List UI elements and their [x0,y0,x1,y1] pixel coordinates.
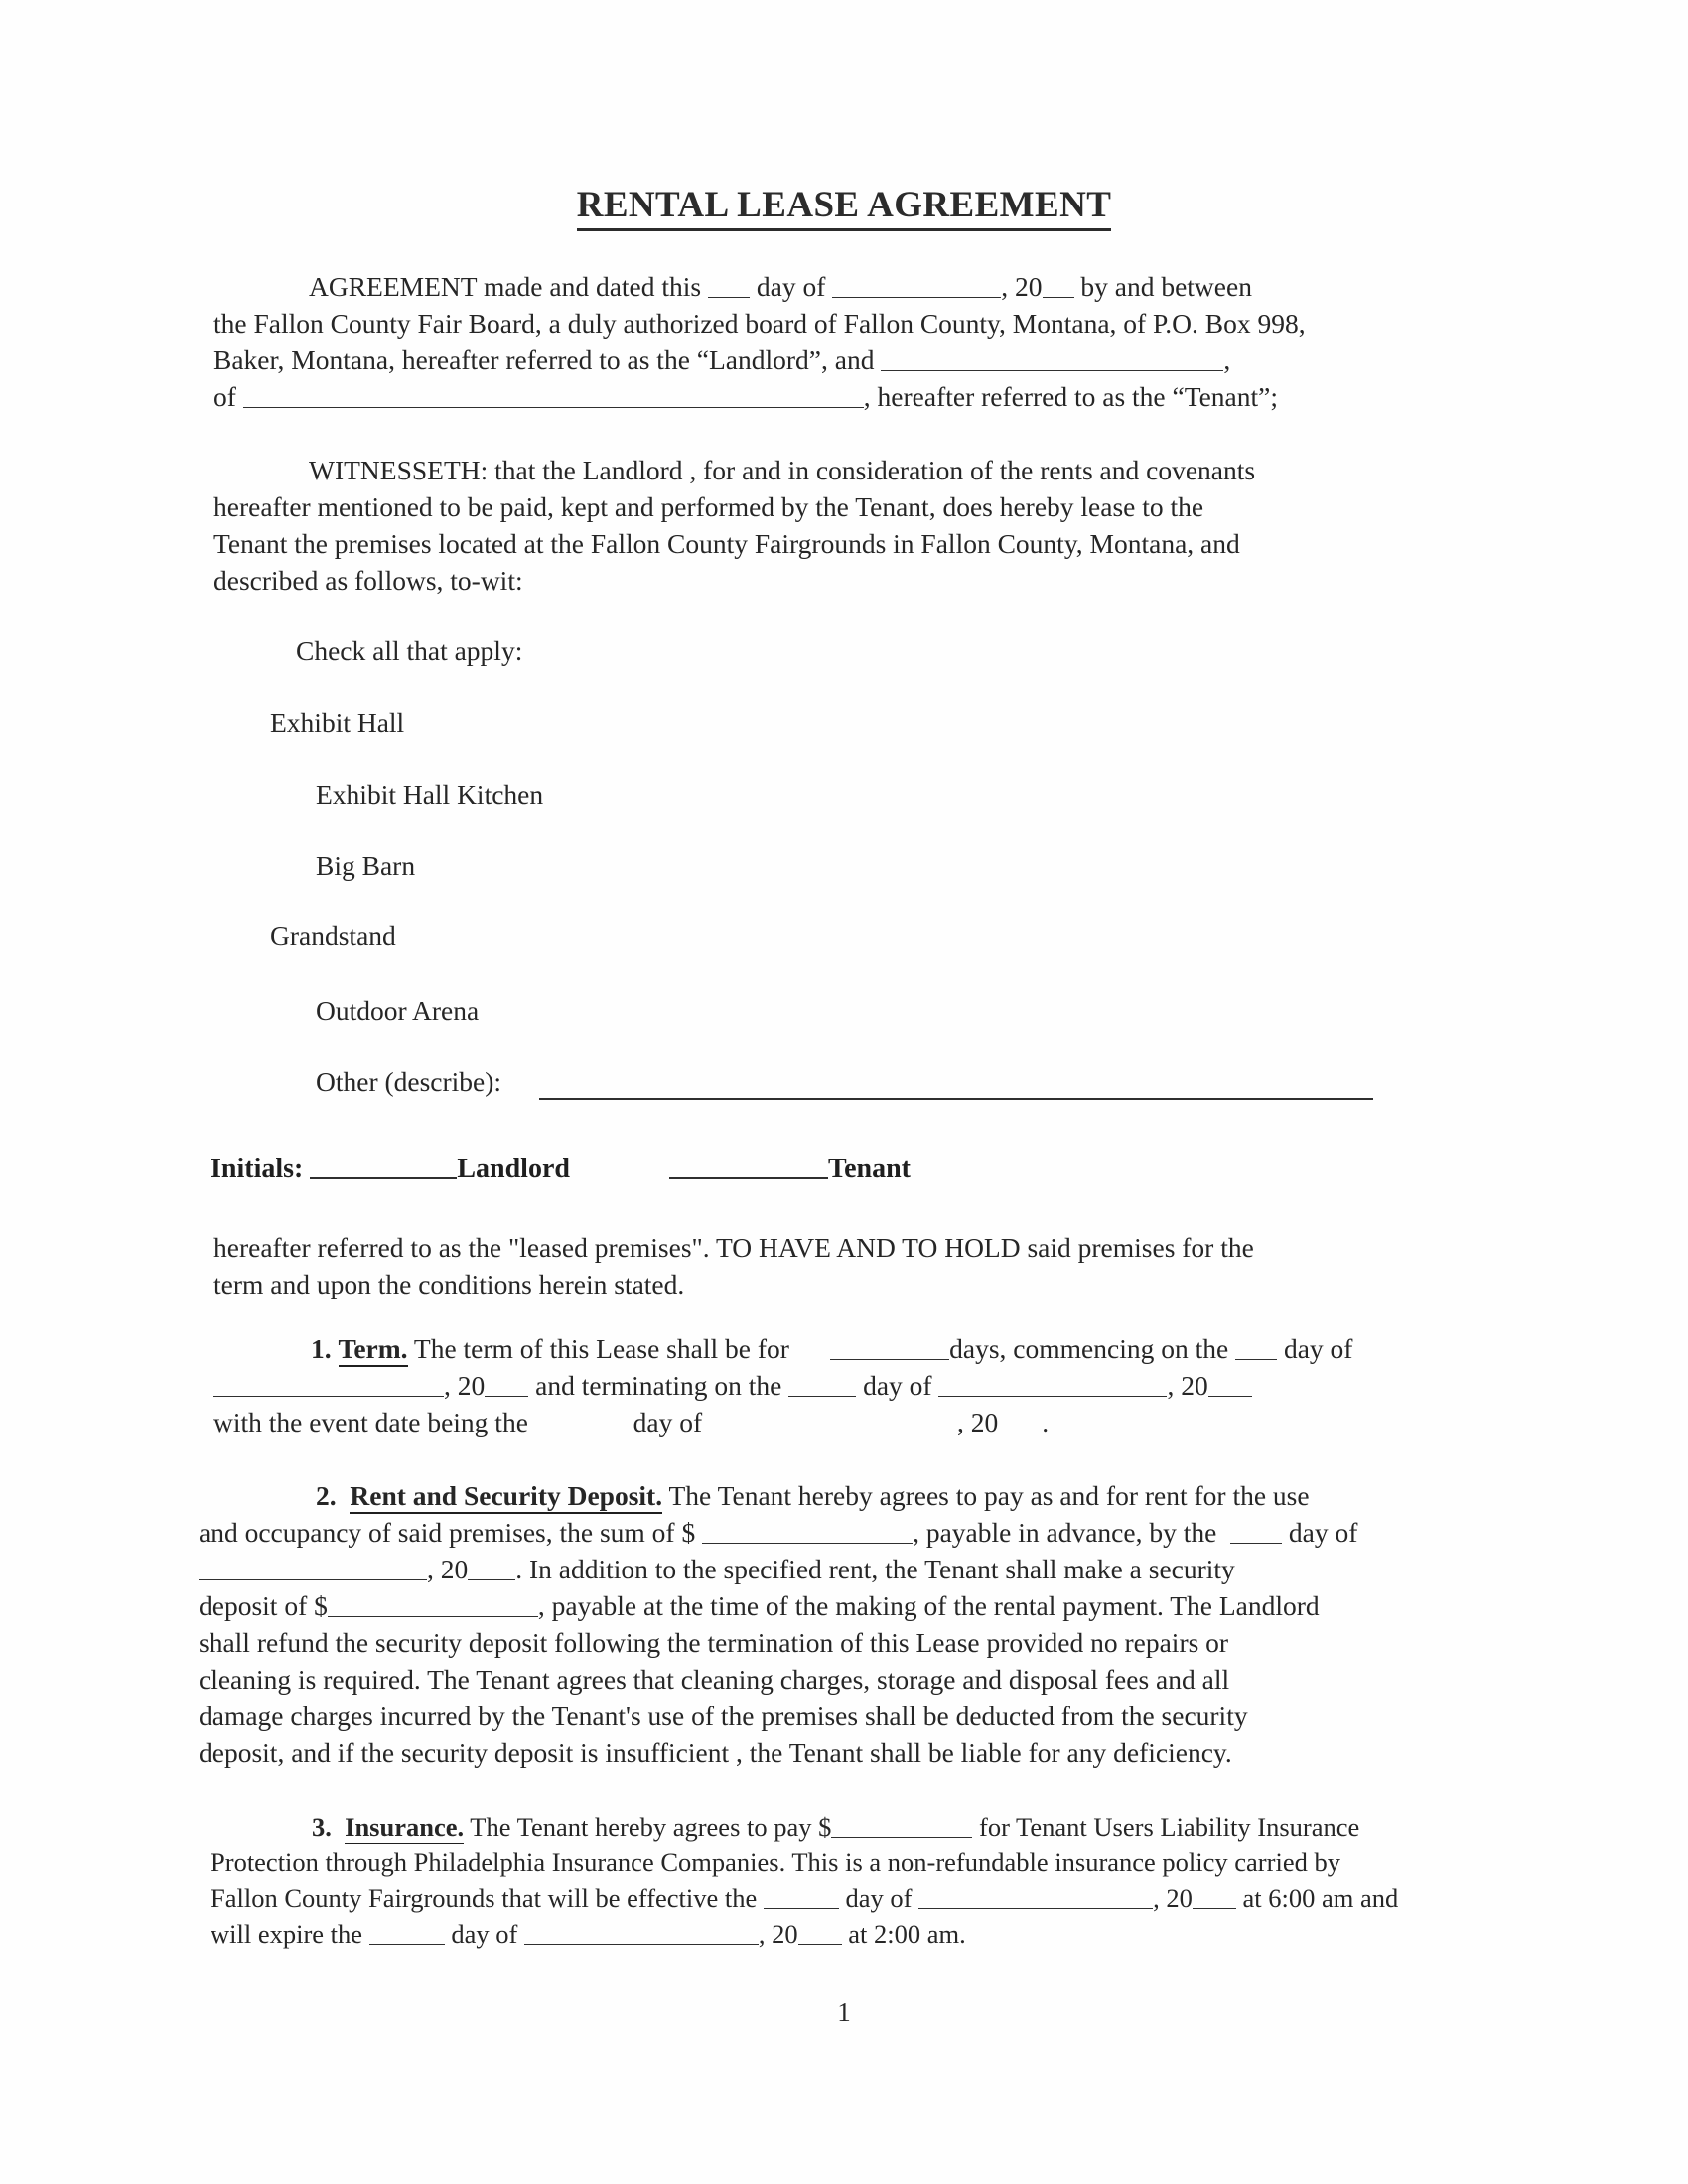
blank-event-day[interactable] [535,1408,627,1433]
section-term-l2-a: , 20 [444,1370,486,1401]
section-term-l3-a: with the event date being the [213,1407,535,1437]
blank-event-month[interactable] [709,1408,957,1433]
initials-row [211,1152,911,1185]
blank-tenant-address[interactable] [243,382,864,408]
section-term-l2-d: , 20 [1167,1370,1208,1401]
preamble-line-2: the Fallon County Fair Board, a duly authorized board of Fallon County, Montana, of P.O. Box 998, [213,308,1306,339]
preamble-line-4 [213,378,1504,415]
preamble-line3-a: Baker, Montana, hereafter referred to as the “Landlord”, and [213,344,882,375]
section-rent-l4-b: , payable at the time of the making of the rental payment. The Landlord [537,1590,1320,1621]
initials-label: Initials: [211,1153,311,1184]
section-insurance-l4-a: will expire the [211,1919,369,1949]
section-term-l1-c: day of [1277,1333,1353,1364]
section-insurance-line-3 [211,1880,1551,1916]
checklist-item-exhibit-hall-kitchen[interactable]: Exhibit Hall Kitchen [316,779,544,810]
section-insurance-line-1 [211,1809,1551,1844]
preamble-line4-a: of [213,381,243,412]
blank-landlord-initials[interactable] [310,1152,457,1179]
section-rent-heading: Rent and Security Deposit. [350,1480,662,1514]
checklist-item-outdoor-arena[interactable]: Outdoor Arena [316,995,480,1025]
preamble-line4-b: , hereafter referred to as the “Tenant”; [863,381,1278,412]
section-rent-line-2 [199,1514,1529,1551]
section-rent-l2-c: day of [1282,1517,1358,1548]
blank-terminate-year[interactable] [1208,1371,1252,1397]
section-insurance-l3-d: at 6:00 am and [1235,1883,1399,1913]
preamble-paragraph [213,268,1504,415]
blank-effective-year[interactable] [1193,1884,1236,1909]
section-rent-line-5: shall refund the security deposit following the termination of this Lease provided no repairs or [199,1627,1229,1658]
checklist-heading: Check all that apply: [296,635,523,666]
section-term-l2-c: day of [856,1370,939,1401]
checklist-item-grandstand[interactable]: Grandstand [270,920,396,951]
section-rent-line-4 [199,1587,1529,1624]
checklist-item-exhibit-hall[interactable]: Exhibit Hall [270,707,405,738]
section-rent-l1: The Tenant hereby agrees to pay as and for rent for the use [662,1480,1310,1511]
section-rent-line-3 [199,1551,1529,1587]
page-title [0,184,1688,226]
page-number: 1 [837,1997,851,2027]
section-insurance-number: 3. [312,1812,332,1842]
section-rent-l3-a: , 20 [427,1554,469,1584]
blank-term-days[interactable] [830,1334,949,1360]
section-term-heading: Term. [339,1333,408,1367]
blank-insurance-amount[interactable] [831,1813,972,1838]
section-insurance-l3-c: , 20 [1153,1883,1193,1913]
section-term-l2-b: and terminating on the [528,1370,789,1401]
blank-month[interactable] [832,272,1001,298]
section-rent-line-1 [199,1477,1529,1514]
section-rent-line-7: damage charges incurred by the Tenant's use of the premises shall be deducted from the security [199,1701,1248,1731]
blank-expire-year[interactable] [798,1920,842,1945]
leased-premises-line-1: hereafter referred to as the "leased premises". TO HAVE AND TO HOLD said premises for the [213,1232,1254,1263]
section-term-line-1 [213,1330,1524,1367]
section-insurance-l4-c: , 20 [758,1919,798,1949]
section-term-l3-c: , 20 [957,1407,999,1437]
blank-tenant-name[interactable] [881,345,1223,371]
section-term-l1-b: days, commencing on the [949,1333,1236,1364]
page-title-text: RENTAL LEASE AGREEMENT [577,185,1112,231]
preamble-line1-a: AGREEMENT made and dated this [309,271,708,302]
witnesseth-line1-text: WITNESSETH: that the Landlord , for and in consideration of the rents and covenants [309,455,1256,485]
witnesseth-paragraph [213,452,1514,599]
other-describe-blank[interactable] [539,1098,1373,1100]
blank-expire-day[interactable] [369,1920,445,1945]
blank-year[interactable] [1043,272,1074,298]
section-insurance-l1-b: for Tenant Users Liability Insurance [972,1812,1360,1842]
blank-terminate-month[interactable] [938,1371,1167,1397]
section-insurance-l4-d: at 2:00 am. [841,1919,966,1949]
section-term-l3-b: day of [626,1407,710,1437]
section-rent-l3-b: . In addition to the specified rent, the Tenant shall make a security [515,1554,1235,1584]
section-rent-l4-a: deposit of $ [199,1590,328,1621]
section-term-line-3 [213,1404,1524,1440]
section-rent [199,1477,1529,1771]
section-insurance-l3-a: Fallon County Fairgrounds that will be effective the [211,1883,764,1913]
section-insurance-line-2: Protection through Philadelphia Insurance Companies. This is a non-refundable insurance policy carried by [211,1847,1340,1877]
section-term-number: 1. [311,1333,332,1364]
blank-commence-year[interactable] [485,1371,528,1397]
preamble-line3-b: , [1223,344,1231,375]
blank-day[interactable] [708,272,750,298]
blank-security-deposit[interactable] [328,1591,538,1617]
blank-effective-day[interactable] [764,1884,839,1909]
section-term-line-2 [213,1367,1524,1404]
leased-premises-line-2: term and upon the conditions herein stated. [213,1269,685,1299]
section-insurance-line-4 [211,1916,1551,1952]
section-insurance-heading: Insurance. [345,1812,464,1844]
witnesseth-line-1 [213,452,1514,488]
witnesseth-line-4: described as follows, to-wit: [213,565,523,596]
witnesseth-line-2: hereafter mentioned to be paid, kept and performed by the Tenant, does hereby lease to the [213,491,1204,522]
checklist-item-big-barn[interactable]: Big Barn [316,850,416,881]
blank-commence-day[interactable] [1235,1334,1277,1360]
initials-tenant-label: Tenant [827,1153,911,1184]
preamble-line-1 [213,268,1504,305]
section-rent-number: 2. [316,1480,337,1511]
checklist-item-other[interactable]: Other (describe): [316,1066,502,1097]
blank-commence-month[interactable] [213,1371,444,1397]
blank-terminate-day[interactable] [788,1371,856,1397]
preamble-line1-b: day of [750,271,833,302]
preamble-line1-d: by and between [1073,271,1252,302]
blank-event-year[interactable] [998,1408,1042,1433]
preamble-line-3 [213,341,1504,378]
witnesseth-line-3: Tenant the premises located at the Fallon County Fairgrounds in Fallon County, Montana, and [213,528,1240,559]
blank-rent-due-day[interactable] [1230,1518,1282,1544]
preamble-line1-c: , 20 [1001,271,1043,302]
leased-premises-paragraph [213,1229,1504,1302]
blank-effective-month[interactable] [918,1884,1153,1909]
section-rent-line-8: deposit, and if the security deposit is insufficient , the Tenant shall be liable for any deficiency. [199,1737,1232,1768]
blank-tenant-initials[interactable] [669,1152,828,1179]
section-insurance-l1-a: The Tenant hereby agrees to pay $ [464,1812,832,1842]
blank-expire-month[interactable] [524,1920,759,1945]
blank-rent-due-month[interactable] [199,1555,427,1580]
section-term [213,1330,1524,1440]
section-rent-l2-a: and occupancy of said premises, the sum of $ [199,1517,703,1548]
section-insurance-l3-b: day of [838,1883,919,1913]
blank-rent-due-year[interactable] [468,1555,515,1580]
section-rent-l2-b: , payable in advance, by the [913,1517,1231,1548]
section-term-l1-a: The term of this Lease shall be for [407,1333,831,1364]
section-term-l3-d: . [1042,1407,1050,1437]
blank-rent-amount[interactable] [702,1518,913,1544]
section-rent-line-6: cleaning is required. The Tenant agrees that cleaning charges, storage and disposal fees and all [199,1664,1230,1695]
section-insurance [211,1809,1551,1952]
initials-landlord-label: Landlord [457,1153,570,1184]
section-insurance-l4-b: day of [444,1919,524,1949]
